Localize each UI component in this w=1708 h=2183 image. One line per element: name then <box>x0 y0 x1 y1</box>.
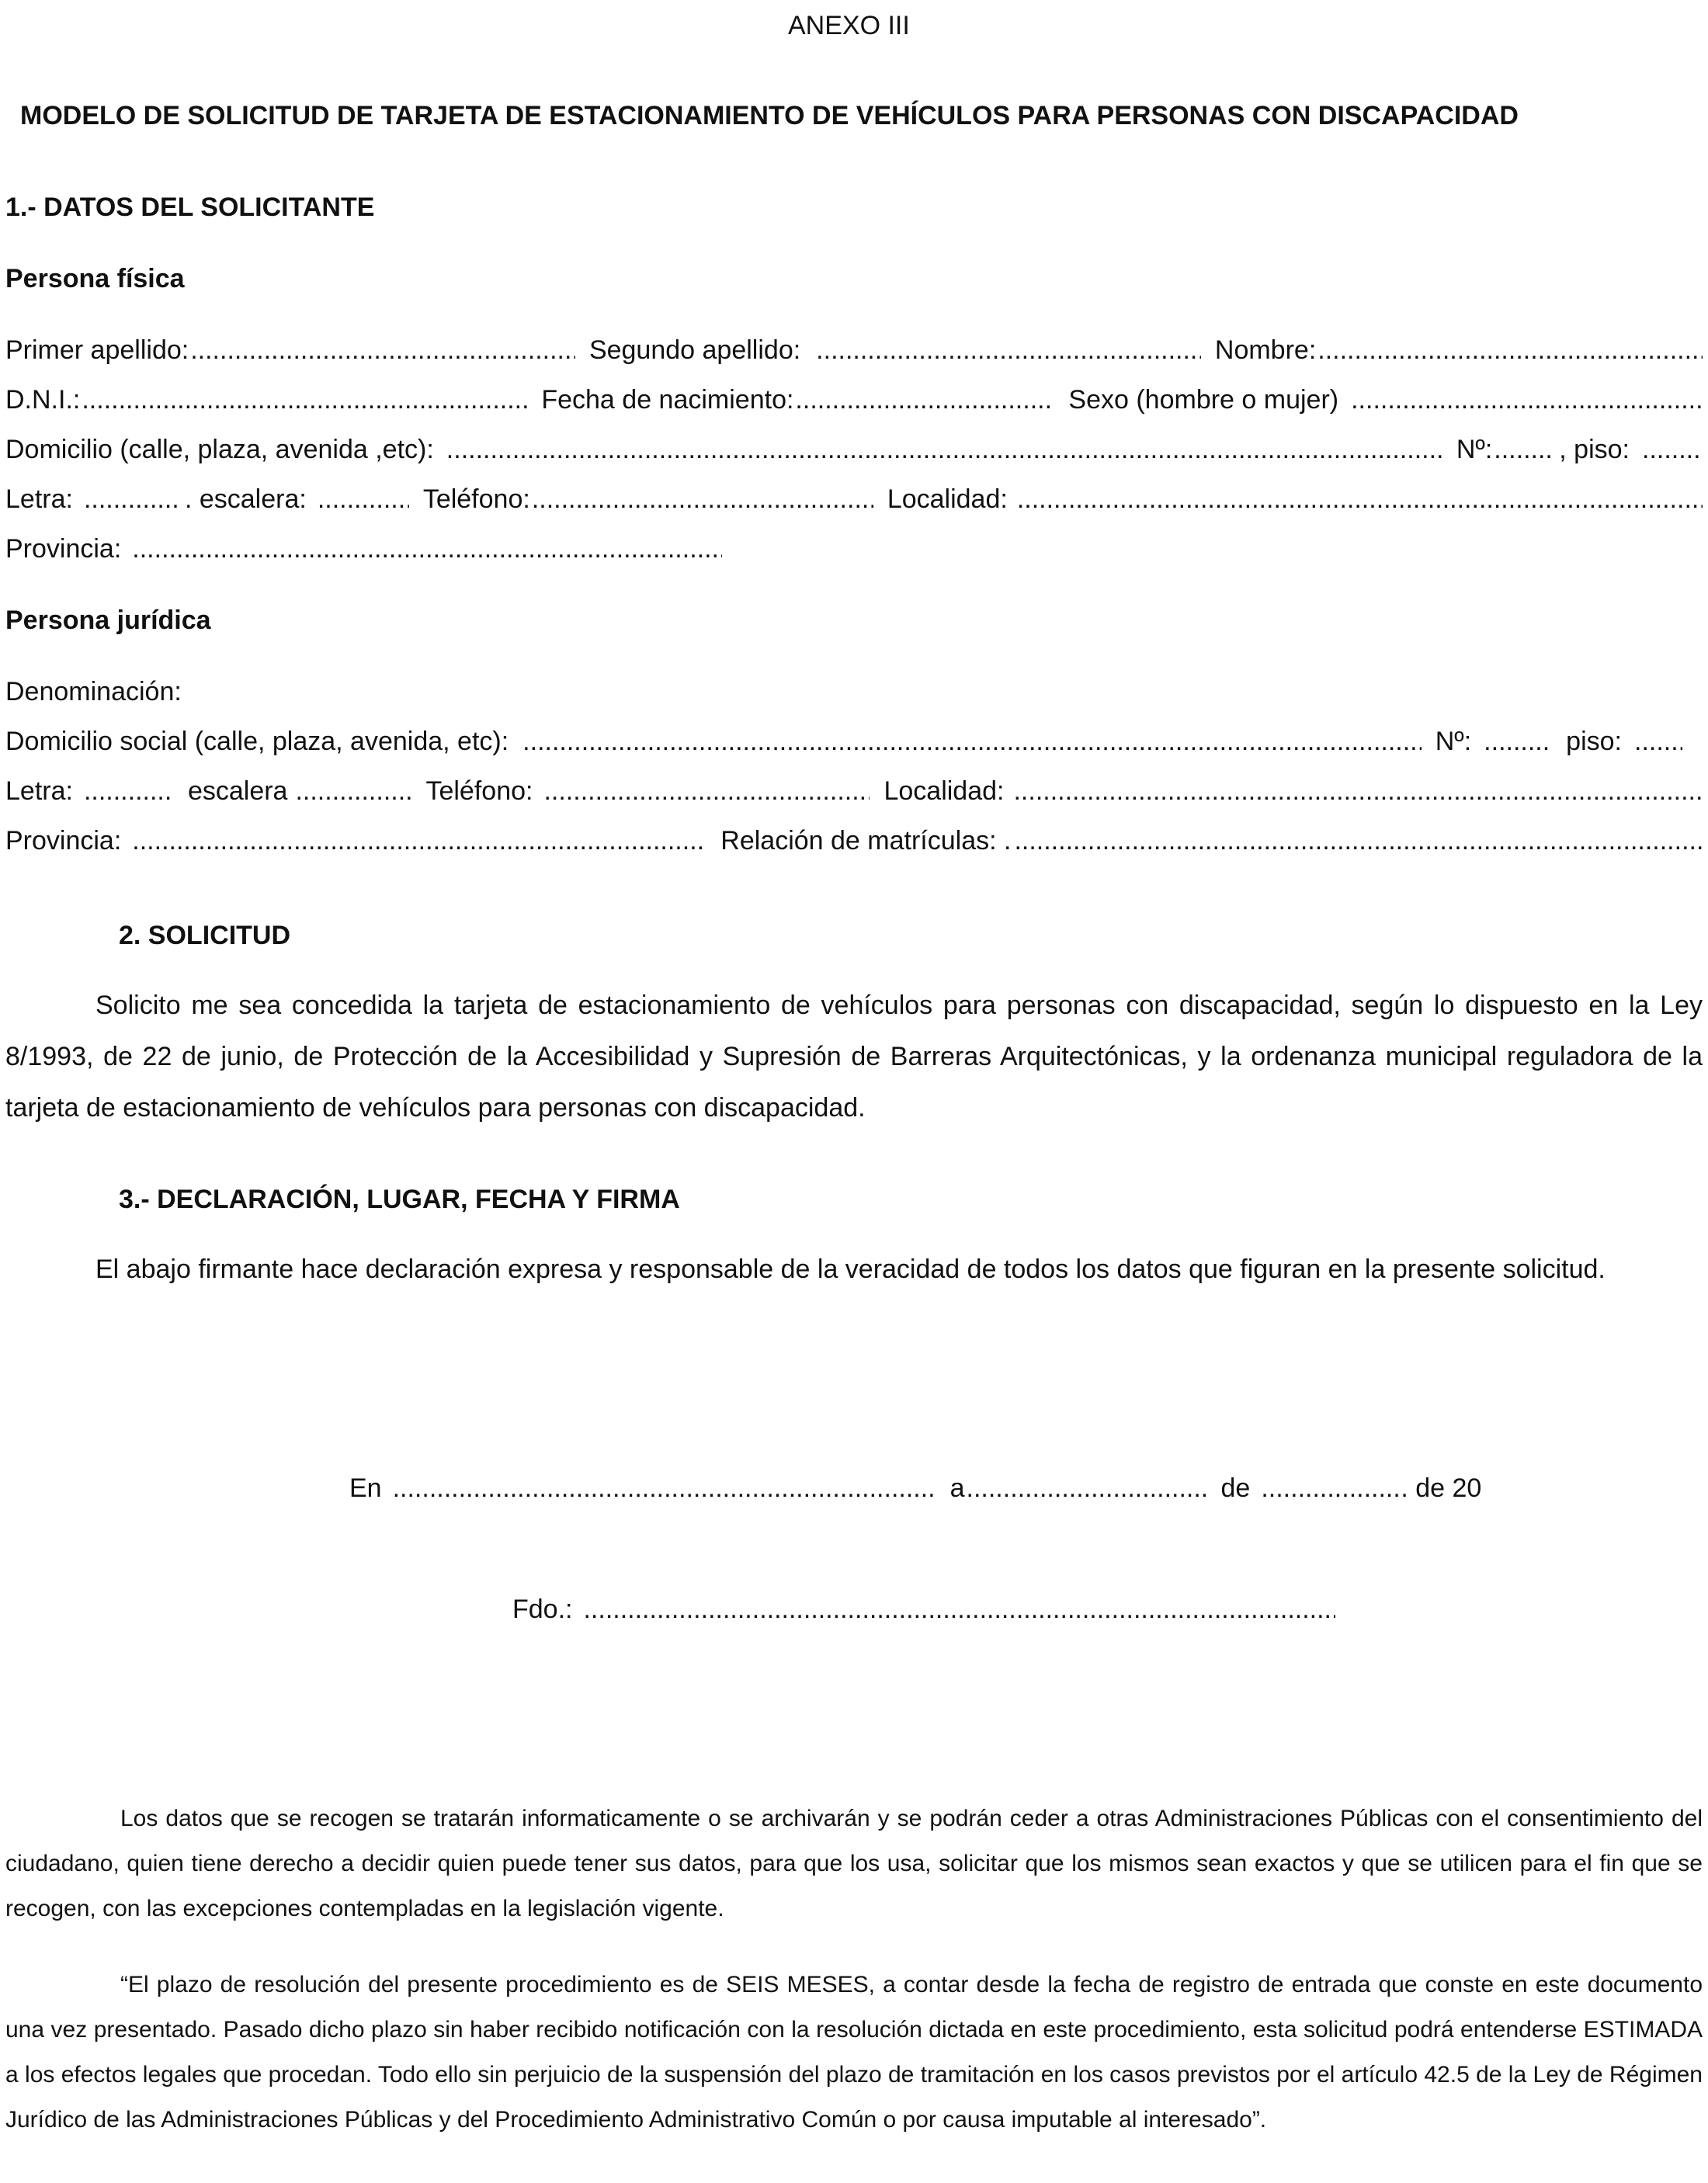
juridica-numero-field[interactable] <box>1484 727 1552 757</box>
section-1-title: 1.- DATOS DEL SOLICITANTE <box>5 193 375 222</box>
numero-label: Nº: <box>1456 435 1493 464</box>
firma-field[interactable] <box>583 1595 1335 1625</box>
letra-label: Letra: <box>5 484 73 514</box>
matriculas-label: Relación de matrículas: . <box>720 826 1012 856</box>
juridica-escalera-field[interactable] <box>295 776 411 807</box>
fisica-row-id <box>5 385 1703 415</box>
fdo-label: Fdo.: <box>512 1595 573 1624</box>
persona-juridica-title: Persona jurídica <box>5 606 211 635</box>
juridica-telefono-field[interactable] <box>543 776 870 807</box>
firma-row <box>512 1595 1335 1625</box>
juridica-letra-field[interactable] <box>84 776 174 807</box>
segundo-apellido-field[interactable] <box>816 335 1201 366</box>
juridica-provincia-label: Provincia: <box>5 826 122 856</box>
mes-field[interactable] <box>1261 1473 1401 1504</box>
section-3-title: 3.- DECLARACIÓN, LUGAR, FECHA Y FIRMA <box>119 1185 680 1214</box>
piso-field[interactable] <box>1642 435 1703 465</box>
matriculas-field[interactable] <box>1014 826 1703 856</box>
denominacion-label: Denominación: <box>5 677 182 706</box>
piso-label: , piso: <box>1559 435 1630 464</box>
sexo-label: Sexo (hombre o mujer) <box>1068 385 1339 415</box>
nombre-field[interactable] <box>1317 335 1703 366</box>
juridica-telefono-label: Teléfono: <box>425 776 533 806</box>
juridica-piso-label: piso: <box>1566 727 1622 756</box>
primer-apellido-field[interactable] <box>190 335 575 366</box>
localidad-label: Localidad: <box>887 484 1008 514</box>
juridica-localidad-field[interactable] <box>1013 776 1703 807</box>
dia-field[interactable] <box>967 1473 1207 1504</box>
de-label: de <box>1220 1473 1251 1503</box>
a-label: a <box>949 1473 965 1503</box>
juridica-piso-field[interactable] <box>1634 727 1682 757</box>
domicilio-field[interactable] <box>446 435 1442 465</box>
annex-title: ANEXO III <box>788 11 910 40</box>
fecha-nacimiento-label: Fecha de nacimiento: <box>541 385 794 415</box>
domicilio-social-label: Domicilio social (calle, plaza, avenida, etc): <box>5 727 509 756</box>
domicilio-social-field[interactable] <box>522 727 1422 757</box>
fisica-row-domicilio <box>5 435 1703 465</box>
proteccion-datos-note: Los datos que se recogen se tratarán informaticamente o se archivarán y se podrán ceder a otras Administraciones Públicas con el consentimiento del ciudadano, quien tiene derecho a decidir quien puede tener sus datos, para que los usa, solicitar que los mismos sean exactos y que se utilicen para el fin que se recogen, con las excepciones contempladas en la legislación vigente. <box>5 1806 1703 1921</box>
persona-fisica-title: Persona física <box>5 264 185 293</box>
telefono-field[interactable] <box>532 484 873 515</box>
form-heading: MODELO DE SOLICITUD DE TARJETA DE ESTACIONAMIENTO DE VEHÍCULOS PARA PERSONAS CON DISCAPACIDAD <box>20 101 1519 130</box>
nombre-label: Nombre: <box>1214 335 1317 365</box>
fisica-row-contacto <box>5 484 1703 515</box>
localidad-field[interactable] <box>1017 484 1703 515</box>
fisica-row-provincia <box>5 534 1703 564</box>
letra-field[interactable] <box>84 484 180 515</box>
telefono-label: Teléfono: <box>422 484 530 514</box>
fecha-nacimiento-field[interactable] <box>795 385 1054 415</box>
juridica-numero-label: Nº: <box>1435 727 1472 756</box>
juridica-provincia-field[interactable] <box>132 826 706 856</box>
escalera-field[interactable] <box>318 484 409 515</box>
dni-field[interactable] <box>82 385 527 415</box>
domicilio-label: Domicilio (calle, plaza, avenida ,etc): <box>5 435 434 464</box>
juridica-escalera-label: escalera <box>187 776 288 806</box>
juridica-row-contacto <box>5 776 1703 807</box>
segundo-apellido-label: Segundo apellido: <box>588 335 801 365</box>
provincia-field[interactable] <box>132 534 722 564</box>
plazo-resolucion-note: “El plazo de resolución del presente procedimiento es de SEIS MESES, a contar desde la fecha de registro de entrada que conste en este documento una vez presentado. Pasado dicho plazo sin haber recibido notificación con la resolución dictada en este procedimiento, esta solicitud podrá entenderse ESTIMADA a los efectos legales que procedan. Todo ello sin perjuicio de la suspensión del plazo de tramitación en los casos previstos por el artículo 42.5 de la Ley de Régimen Jurídico de las Administraciones Públicas y del Procedimiento Administrativo Común o por causa imputable al interesado”. <box>5 1972 1703 2133</box>
lugar-fecha-row <box>349 1473 1522 1504</box>
declaracion-text: El abajo firmante hace declaración expresa y responsable de la veracidad de todos los datos que figuran en la presente solicitud. <box>95 1255 1606 1284</box>
fisica-row-names <box>5 335 1703 366</box>
numero-field[interactable] <box>1494 435 1554 465</box>
primer-apellido-label: Primer apellido: <box>5 335 189 365</box>
juridica-letra-label: Letra: <box>5 776 73 806</box>
en-label: En <box>349 1473 382 1503</box>
de20-label: . de 20 <box>1401 1473 1482 1503</box>
sexo-field[interactable] <box>1351 385 1703 415</box>
section-2-title: 2. SOLICITUD <box>119 921 291 950</box>
juridica-row-provincia <box>5 826 1703 856</box>
lugar-field[interactable] <box>393 1473 936 1504</box>
solicitud-text: Solicito me sea concedida la tarjeta de estacionamiento de vehículos para personas con discapacidad, según lo dispuesto en la Ley 8/1993, de 22 de junio, de Protección de la Accesibilidad y Supresión de Barreras Arquitectónicas, y la ordenanza municipal reguladora de la tarjeta de estacionamiento de vehículos para personas con discapacidad. <box>5 991 1703 1123</box>
juridica-row-domicilio <box>5 727 1682 757</box>
juridica-localidad-label: Localidad: <box>884 776 1005 806</box>
escalera-label: . escalera: <box>184 484 307 514</box>
provincia-label: Provincia: <box>5 534 122 564</box>
dni-label: D.N.I.: <box>5 385 81 415</box>
